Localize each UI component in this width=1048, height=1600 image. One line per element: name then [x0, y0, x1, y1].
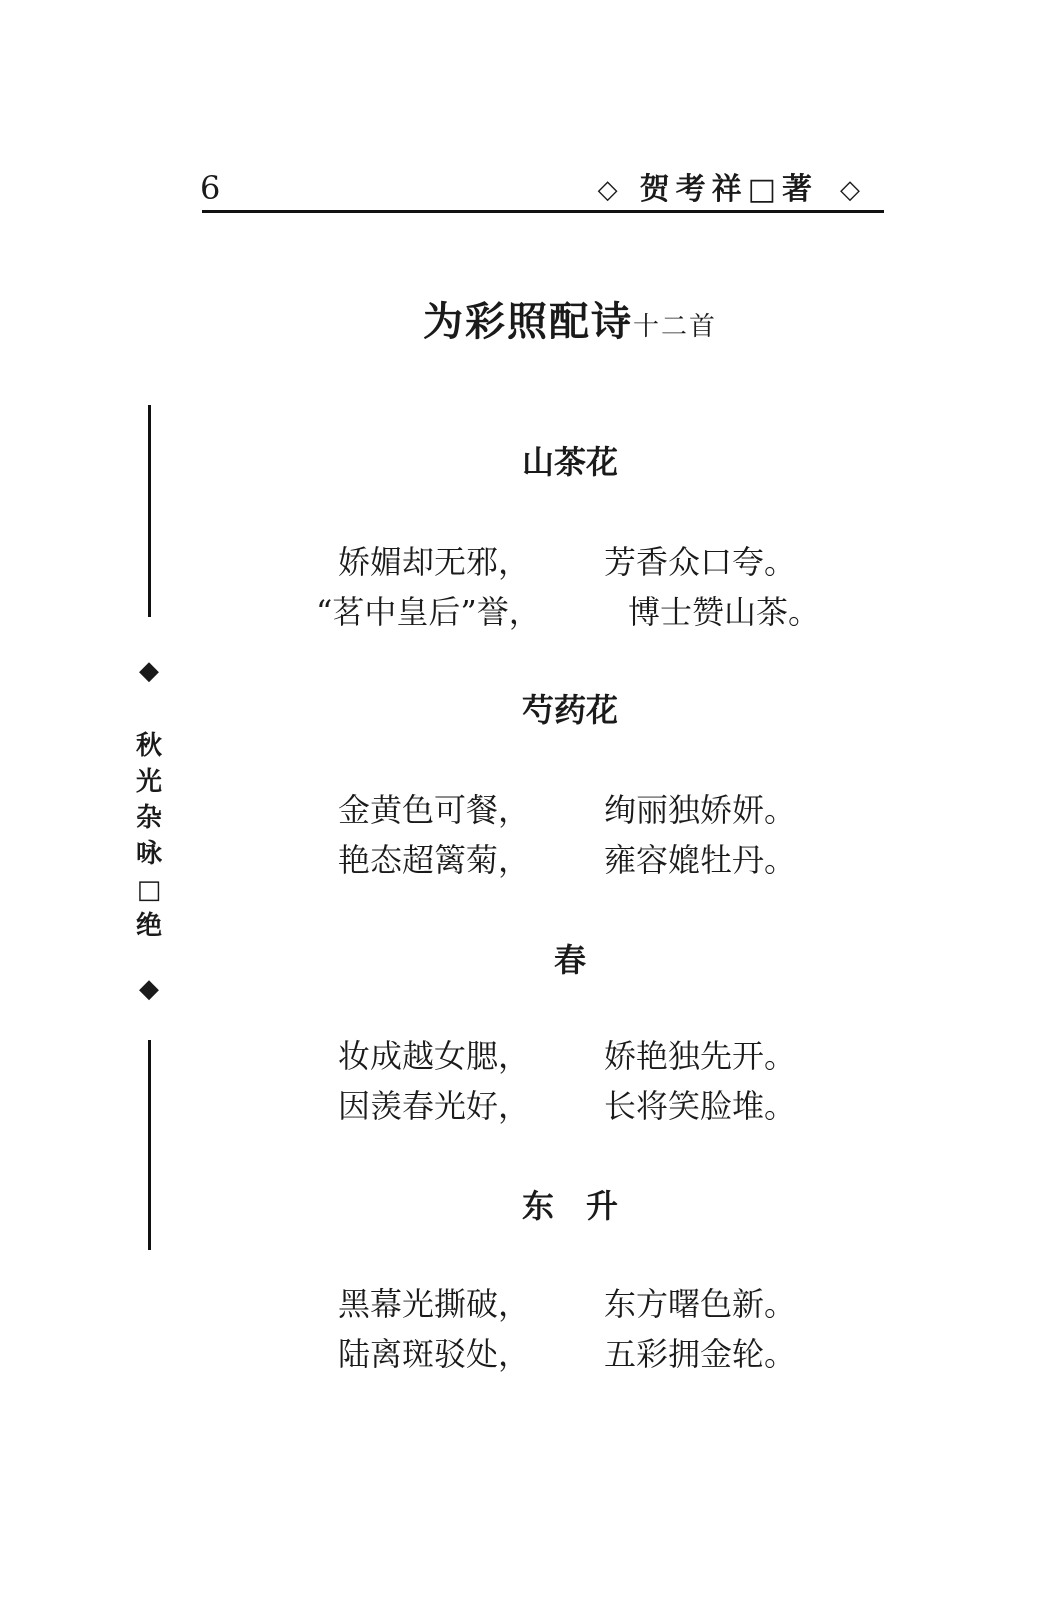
- poem-line: 金黄色可餐，: [338, 791, 531, 829]
- poem-line: 妆成越女腮，: [338, 1037, 531, 1075]
- poem-line: 因羡春光好，: [338, 1087, 531, 1125]
- poem-line: 艳态超篱菊，: [338, 841, 531, 879]
- header-rule: [202, 210, 884, 213]
- diamond-outline-icon: ◇: [840, 175, 860, 205]
- side-title-char: □: [136, 875, 162, 905]
- poem-line: 东方曙色新。: [604, 1285, 797, 1323]
- diamond-filled-icon: ◆: [139, 974, 159, 1004]
- poem-line: 芳香众口夸。: [604, 543, 797, 581]
- section-title-sub: 十二首: [632, 312, 717, 342]
- poem-line: “茗中皇后”誉，: [316, 593, 541, 631]
- poem-line: 五彩拥金轮。: [604, 1335, 797, 1373]
- poem-heading: 春: [553, 941, 586, 979]
- poem-line: 长将笑脸堆。: [604, 1087, 797, 1125]
- side-title-char: 秋: [135, 731, 162, 761]
- author-credit: 贺考祥□著: [639, 172, 818, 207]
- diamond-outline-icon: ◇: [597, 175, 618, 205]
- side-title-char: 光: [135, 767, 162, 797]
- poem-line: 娇艳独先开。: [604, 1037, 797, 1075]
- poem-line: 博士赞山茶。: [628, 593, 821, 631]
- side-title-char: 绝: [135, 911, 162, 941]
- poem-line: 陆离斑驳处，: [338, 1335, 531, 1373]
- poem-heading: 芍药花: [521, 691, 618, 729]
- side-rule-top: [148, 405, 151, 617]
- poem-line: 黑幕光撕破，: [338, 1285, 531, 1323]
- page-number: 6: [200, 169, 221, 207]
- poem-line: 娇媚却无邪，: [338, 543, 531, 581]
- section-title: [0, 290, 1048, 347]
- side-title-char: 杂: [135, 803, 162, 833]
- section-title-main: 为彩照配诗: [422, 299, 633, 345]
- diamond-filled-icon: ◆: [139, 656, 159, 686]
- poem-line: 绚丽独娇妍。: [604, 791, 797, 829]
- poem-heading: 山茶花: [521, 443, 618, 481]
- running-header: [576, 170, 882, 210]
- poem-heading: 东 升: [521, 1187, 618, 1225]
- side-title-char: 咏: [135, 839, 162, 869]
- poem-line: 雍容媲牡丹。: [604, 841, 797, 879]
- side-book-title: [132, 728, 166, 944]
